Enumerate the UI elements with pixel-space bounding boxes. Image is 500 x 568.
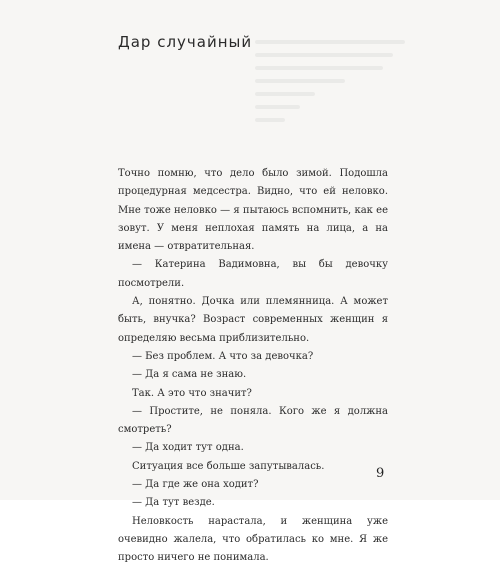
paragraph: — Простите, не поняла. Кого же я должна смотреть? [118,405,388,436]
bleed-through-text [255,40,405,160]
paragraph: Так. А это что значит? [132,387,252,399]
chapter-title: Дар случайный [118,33,253,51]
paragraph: — Катерина Вадимовна, вы бы девочку посмотрели. [118,259,388,289]
paragraph: — Да ходит тут одна. [132,442,244,454]
paragraph: Ситуация все больше запутывалась. [132,460,325,472]
paragraph: А, понятно. Дочка или племянница. А может быть, внучка? Возраст современных женщин я определяю весьма приблизительно. [118,296,388,344]
paragraph: Точно помню, что дело было зимой. Подошла процедурная медсестра. Видно, что ей неловко. Мне тоже неловко — я пытаюсь вспомнить, как ее зовут. У меня неплохая память на лица, а на имена — отвратительная. [118,168,388,253]
page-number: 9 [376,466,385,481]
paragraph: — Без проблем. А что за девочка? [132,350,314,362]
paragraph: — Да я сама не знаю. [132,369,247,381]
paragraph: Неловкость нарастала, и женщина уже очевидно жалела, что обратилась ко мне. Я же просто ничего не понимала. [118,515,388,564]
body-text [118,165,388,568]
paragraph: — Да где же она ходит? [132,479,259,491]
paragraph: — Да тут везде. [132,497,215,509]
